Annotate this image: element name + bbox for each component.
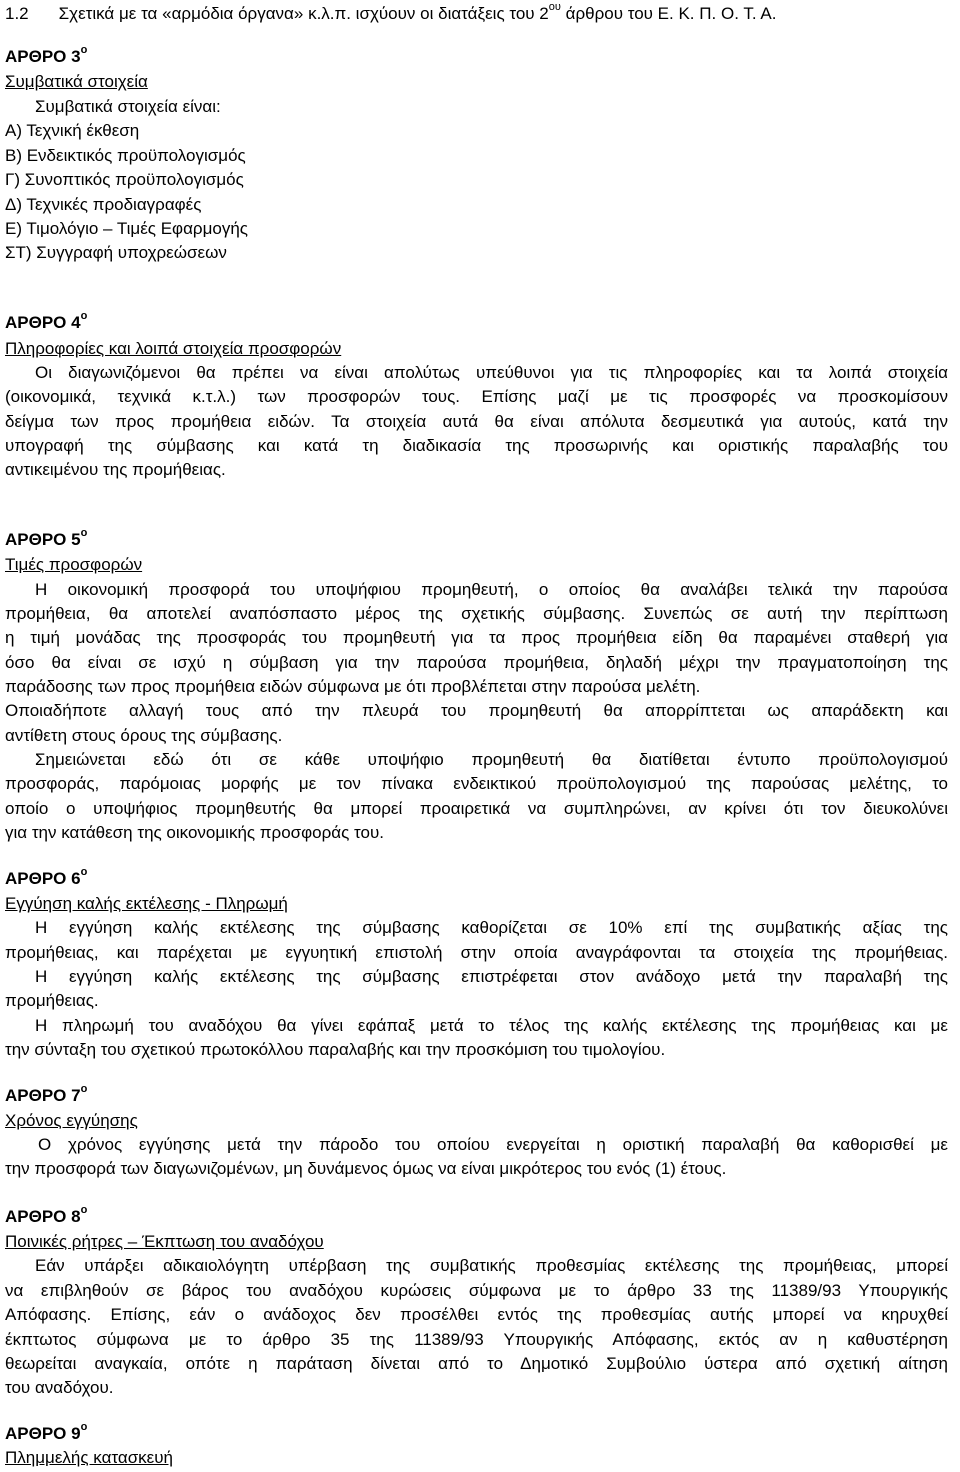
article-8-heading: ΑΡΘΡΟ $8^o$ <box>5 1204 88 1226</box>
article-5-line: όσο θα είναι σε ισχύ η σύμβαση για την παρούσα προμήθεια, δηλαδή μέχρι την πραγματοποίηση της <box>5 653 948 672</box>
article-6-line: Η πληρωμή του αναδόχου θα γίνει εφάπαξ μετά το τέλος της καλής εκτέλεσης της προμήθειας και με <box>35 1016 948 1035</box>
article-3-heading: ΑΡΘΡΟ $3^o$ <box>5 44 88 66</box>
article-8-line: του αναδόχου. <box>5 1378 114 1397</box>
top-line-text: Σχετικά με τα «αρμόδια όργανα» κ.λ.π. ισχύουν οι διατάξεις του 2 <box>58 4 549 23</box>
article-5-line: Η οικονομική προσφορά του υποψήφιου προμηθευτή, ο οποίος θα αναλάβει τελικά την παρούσα <box>35 580 948 599</box>
article-3-item: Ε) Τιμολόγιο – Τιμές Εφαρμογής <box>5 219 248 238</box>
top-line-sup: ου <box>548 1 561 14</box>
article-8-line: έκπτωτος σύμφωνα με το άρθρο 35 της 11389/93 Υπουργικής Απόφασης, εκτός αν η καθυστέρηση <box>5 1330 948 1349</box>
article-4-line: (οικονομικά, τεχνικά κ.τ.λ.) των προσφορών τους. Επίσης μαζί με τις προσφορές να προσκομίσουν <box>5 387 948 406</box>
article-8-line: να επιβληθούν σε βάρος του αναδόχου κυρώσεις σύμφωνα με το άρθρο 33 της 11389/93 Υπουργικής <box>5 1281 948 1300</box>
top-line <box>5 1 777 26</box>
article-5-line: προσφοράς, παρόμοιας μορφής με τον πίνακα ενδεικτικού προϋπολογισμού της παρούσας μελέτης, το <box>5 774 948 793</box>
article-7-line: την προσφορά των διαγωνιζομένων, μη δυνάμενος όμως να είναι μικρότερος του ενός (1) έτους. <box>5 1159 727 1178</box>
article-4-title: Πληροφορίες και λοιπά στοιχεία προσφορών <box>5 339 342 358</box>
article-8-line: θεωρείται αναγκαία, οπότε η παράταση δίνεται από το Δημοτικό Συμβούλιο ύστερα από σχετική αίτηση <box>5 1354 948 1373</box>
top-line-text-end: άρθρου του Ε. Κ. Π. Ο. Τ. Α. <box>560 4 777 23</box>
article-6-line: την σύνταξη του σχετικού πρωτοκόλλου παραλαβής και την προσκόμιση του τιμολογίου. <box>5 1040 666 1059</box>
top-line-number: 1.2 <box>5 4 29 23</box>
article-5-heading: ΑΡΘΡΟ $5^o$ <box>5 527 88 549</box>
article-6-line: Η εγγύηση καλής εκτέλεσης της σύμβασης επιστρέφεται στον ανάδοχο μετά την παραλαβή της <box>35 967 948 986</box>
article-5-line: Οποιαδήποτε αλλαγή τους από την πλευρά του προμηθευτή θα απορρίπτεται ως απαράδεκτη και <box>5 701 948 720</box>
article-4-line: αντικειμένου της προμήθειας. <box>5 460 226 479</box>
article-3-item: Δ) Τεχνικές προδιαγραφές <box>5 195 202 214</box>
article-3-item: Α) Τεχνική έκθεση <box>5 121 140 140</box>
article-6-line: προμήθειας, και παρέχεται με εγγυητική επιστολή στην οποία αναγράφονται τα στοιχεία της προμήθειας. <box>5 943 948 962</box>
article-8-title: Ποινικές ρήτρες – Έκπτωση του αναδόχου <box>5 1232 324 1251</box>
article-7-line: Ο χρόνος εγγύησης μετά την πάροδο του οποίου ενεργείται η οριστική παραλαβή θα καθορισθεί με <box>38 1135 948 1154</box>
article-5-line: αντίθετη στους όρους της σύμβασης. <box>5 726 283 745</box>
article-3-title: Συμβατικά στοιχεία <box>5 72 148 91</box>
article-5-line: προμήθεια, θα αποτελεί αναπόσπαστο μέρος της σχετικής σύμβασης. Συνεπώς σε αυτή την περίπτωση <box>5 604 948 623</box>
article-6-heading: ΑΡΘΡΟ $6^o$ <box>5 866 88 888</box>
article-5-line: Σημειώνεται εδώ ότι σε κάθε υποψήφιο προμηθευτή θα διατίθεται έντυπο προϋπολογισμού <box>35 750 948 769</box>
article-8-line: Απόφασης. Επίσης, εάν ο ανάδοχος δεν προσέλθει εντός της προθεσμίας αυτής μπορεί να κηρυχθεί <box>5 1305 948 1324</box>
article-5-title: Τιμές προσφορών <box>5 555 143 574</box>
article-3-item: Γ) Συνοπτικός προϋπολογισμός <box>5 170 244 189</box>
article-5-line: για την κατάθεση της οικονομικής προσφοράς του. <box>5 823 384 842</box>
article-3-intro: Συμβατικά στοιχεία είναι: <box>35 97 221 116</box>
article-5-line: η τιμή μονάδας της προσφοράς του προμηθευτή για τα προς προμήθεια είδη θα παραμένει σταθερή για <box>5 628 948 647</box>
article-9-title: Πλημμελής κατασκευή <box>5 1448 174 1467</box>
article-4-line: υπογραφή της σύμβασης και κατά τη διαδικασία της προσωρινής και οριστικής παραλαβής του <box>5 436 948 455</box>
article-3-item: Β) Ενδεικτικός προϋπολογισμός <box>5 146 246 165</box>
article-4-line: δείγμα των προς προμήθεια ειδών. Τα στοιχεία αυτά θα είναι απόλυτα δεσμευτικά για αυτούς, κατά την <box>5 412 948 431</box>
article-7-title: Χρόνος εγγύησης <box>5 1111 138 1130</box>
article-3-item: ΣΤ) Συγγραφή υποχρεώσεων <box>5 243 227 262</box>
article-6-line: Η εγγύηση καλής εκτέλεσης της σύμβασης καθορίζεται σε 10% επί της συμβατικής αξίας της <box>35 918 948 937</box>
article-5-line: παράδοσης των προς προμήθεια ειδών σύμφωνα με ότι προβλέπεται στην παρούσα μελέτη. <box>5 677 701 696</box>
article-9-heading: ΑΡΘΡΟ $9^o$ <box>5 1421 88 1443</box>
article-6-title: Εγγύηση καλής εκτέλεσης - Πληρωμή <box>5 894 288 913</box>
article-7-heading: ΑΡΘΡΟ $7^o$ <box>5 1083 88 1105</box>
article-6-line: προμήθειας. <box>5 991 99 1010</box>
article-8-line: Εάν υπάρξει αδικαιολόγητη υπέρβαση της συμβατικής προθεσμίας εκτέλεσης της προμήθειας, μπορεί <box>35 1256 948 1275</box>
article-4-heading: ΑΡΘΡΟ $4^o$ <box>5 310 88 332</box>
article-5-line: οποίο ο υποψήφιος προμηθευτής θα μπορεί προαιρετικά να συμπληρώνει, αν κρίνει ότι τον διευκολύνει <box>5 799 948 818</box>
article-4-line: Οι διαγωνιζόμενοι θα πρέπει να είναι απολύτως υπεύθυνοι για τις πληροφορίες και τα λοιπά στοιχεία <box>35 363 948 382</box>
